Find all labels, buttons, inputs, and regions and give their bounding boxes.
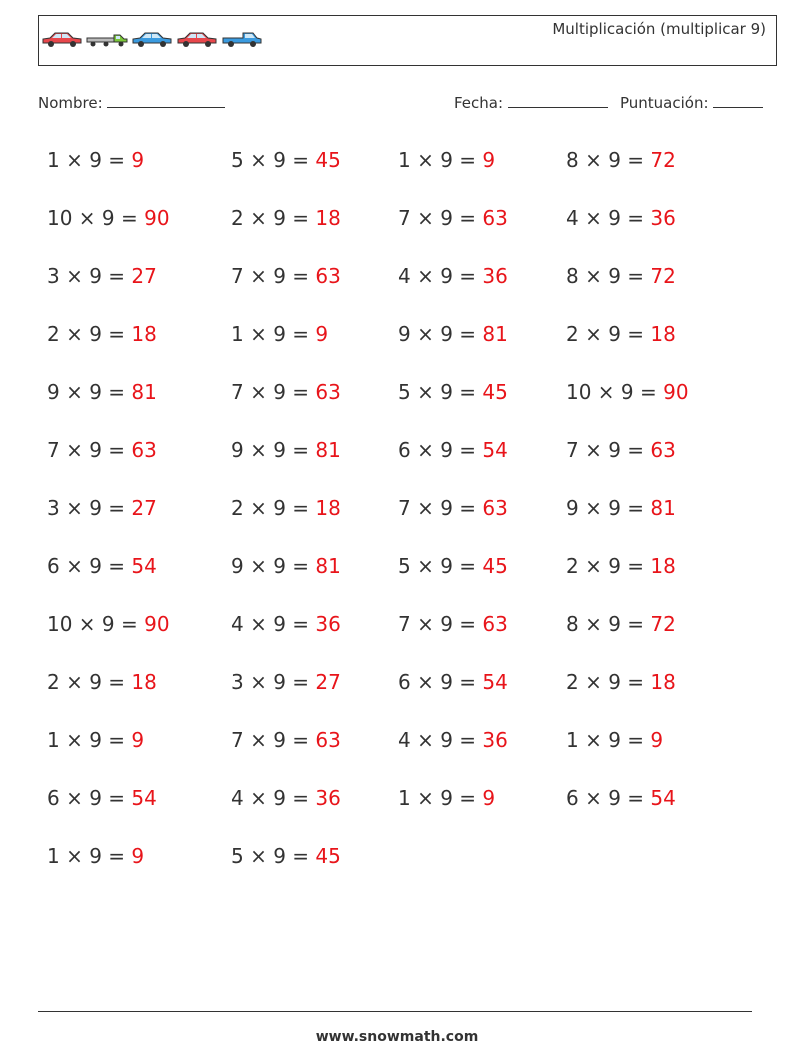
name-label: Nombre:	[38, 94, 103, 112]
problem-item	[231, 258, 398, 316]
tow-truck-icon	[86, 30, 128, 48]
problem-answer: 81	[315, 554, 341, 578]
problem-answer: 36	[482, 264, 508, 288]
problem-question: 2 × 9 =	[47, 670, 132, 694]
worksheet-header	[38, 15, 777, 66]
problem-answer: 54	[650, 786, 676, 810]
problem-question: 1 × 9 =	[231, 322, 316, 346]
problem-grid	[47, 142, 726, 896]
problem-item	[398, 490, 566, 548]
problem-item	[566, 432, 726, 490]
problem-answer: 36	[650, 206, 676, 230]
problem-item	[231, 200, 398, 258]
problem-answer: 18	[650, 670, 676, 694]
name-blank-line[interactable]	[107, 93, 225, 108]
problem-item	[566, 780, 726, 838]
problem-item	[398, 432, 566, 490]
score-blank-line[interactable]	[713, 93, 763, 108]
problem-item	[231, 838, 398, 896]
problem-answer: 72	[650, 264, 676, 288]
blue-pickup-icon	[221, 30, 263, 48]
problem-item	[566, 664, 726, 722]
problem-answer: 45	[315, 844, 341, 868]
problem-item	[566, 316, 726, 374]
problem-question: 5 × 9 =	[231, 148, 316, 172]
problem-answer: 81	[131, 380, 157, 404]
problem-question: 3 × 9 =	[47, 264, 132, 288]
problem-question: 5 × 9 =	[398, 380, 483, 404]
problem-question: 1 × 9 =	[566, 728, 651, 752]
footer-url: www.snowmath.com	[315, 1029, 479, 1045]
problem-answer: 63	[650, 438, 676, 462]
problem-answer: 18	[315, 496, 341, 520]
problem-answer: 63	[482, 496, 508, 520]
problem-question: 2 × 9 =	[231, 496, 316, 520]
problem-answer: 54	[482, 670, 508, 694]
problem-answer: 54	[131, 786, 157, 810]
problem-item	[47, 780, 231, 838]
problem-item	[47, 548, 231, 606]
problem-question: 4 × 9 =	[566, 206, 651, 230]
problem-item	[47, 142, 231, 200]
problem-question: 10 × 9 =	[47, 206, 145, 230]
score-label: Puntuación:	[620, 94, 709, 112]
problem-item	[398, 548, 566, 606]
problem-answer: 63	[315, 264, 341, 288]
problem-item	[231, 548, 398, 606]
problem-item	[566, 548, 726, 606]
name-field[interactable]	[38, 93, 225, 112]
problem-question: 7 × 9 =	[398, 206, 483, 230]
problem-item	[231, 374, 398, 432]
problem-item	[231, 606, 398, 664]
problem-item	[398, 722, 566, 780]
problem-question: 1 × 9 =	[398, 148, 483, 172]
problem-item	[47, 722, 231, 780]
problem-answer: 9	[131, 728, 145, 752]
problem-item	[398, 142, 566, 200]
problem-item	[231, 142, 398, 200]
problem-answer: 81	[650, 496, 676, 520]
problem-item	[47, 490, 231, 548]
problem-question: 4 × 9 =	[231, 786, 316, 810]
problem-item	[231, 490, 398, 548]
problem-question: 7 × 9 =	[566, 438, 651, 462]
problem-answer: 9	[131, 844, 145, 868]
problem-answer: 27	[131, 496, 157, 520]
problem-item	[398, 200, 566, 258]
problem-item	[566, 722, 726, 780]
problem-item	[398, 374, 566, 432]
problem-question: 8 × 9 =	[566, 148, 651, 172]
problem-question: 1 × 9 =	[47, 844, 132, 868]
problem-question: 9 × 9 =	[231, 438, 316, 462]
problem-question: 3 × 9 =	[231, 670, 316, 694]
problem-question: 1 × 9 =	[398, 786, 483, 810]
date-label: Fecha:	[454, 94, 504, 112]
blue-car-icon	[131, 30, 173, 48]
problem-answer: 63	[482, 206, 508, 230]
problem-answer: 36	[315, 612, 341, 636]
problem-answer: 18	[131, 322, 157, 346]
problem-item	[566, 490, 726, 548]
problem-item	[398, 664, 566, 722]
problem-question: 10 × 9 =	[47, 612, 145, 636]
date-blank-line[interactable]	[508, 93, 608, 108]
problem-question: 4 × 9 =	[398, 728, 483, 752]
problem-item	[566, 374, 726, 432]
problem-question: 2 × 9 =	[47, 322, 132, 346]
problem-question: 2 × 9 =	[566, 670, 651, 694]
problem-answer: 45	[482, 380, 508, 404]
problem-item	[47, 374, 231, 432]
problem-question: 1 × 9 =	[47, 728, 132, 752]
problem-question: 2 × 9 =	[566, 554, 651, 578]
problem-item	[398, 316, 566, 374]
problem-answer: 18	[315, 206, 341, 230]
problem-item	[231, 316, 398, 374]
problem-answer: 27	[131, 264, 157, 288]
problem-question: 7 × 9 =	[231, 728, 316, 752]
red-car-icon	[41, 30, 83, 48]
worksheet-title: Multiplicación (multiplicar 9)	[552, 20, 766, 38]
problem-answer: 9	[315, 322, 329, 346]
problem-answer: 63	[482, 612, 508, 636]
problem-question: 9 × 9 =	[231, 554, 316, 578]
problem-item	[47, 432, 231, 490]
problem-answer: 54	[482, 438, 508, 462]
problem-answer: 72	[650, 612, 676, 636]
problem-question: 2 × 9 =	[566, 322, 651, 346]
problem-item	[231, 664, 398, 722]
problem-question: 6 × 9 =	[47, 554, 132, 578]
problem-answer: 18	[650, 554, 676, 578]
problem-item	[566, 606, 726, 664]
score-field[interactable]	[620, 93, 763, 112]
problem-question: 6 × 9 =	[47, 786, 132, 810]
problem-answer: 72	[650, 148, 676, 172]
problem-question: 9 × 9 =	[398, 322, 483, 346]
problem-answer: 45	[482, 554, 508, 578]
problem-question: 10 × 9 =	[566, 380, 664, 404]
problem-question: 8 × 9 =	[566, 612, 651, 636]
problem-question: 6 × 9 =	[398, 438, 483, 462]
problem-answer: 81	[482, 322, 508, 346]
problem-answer: 90	[144, 206, 170, 230]
problem-item	[47, 606, 231, 664]
problem-item	[566, 142, 726, 200]
problem-item	[47, 838, 231, 896]
problem-answer: 90	[144, 612, 170, 636]
problem-item	[398, 780, 566, 838]
problem-item	[566, 258, 726, 316]
problem-answer: 63	[131, 438, 157, 462]
problem-question: 6 × 9 =	[566, 786, 651, 810]
red-car-icon	[176, 30, 218, 48]
problem-item	[231, 780, 398, 838]
problem-question: 1 × 9 =	[47, 148, 132, 172]
problem-answer: 63	[315, 728, 341, 752]
problem-item	[398, 258, 566, 316]
problem-answer: 9	[482, 148, 496, 172]
problem-item	[47, 200, 231, 258]
problem-answer: 81	[315, 438, 341, 462]
problem-answer: 27	[315, 670, 341, 694]
problem-answer: 18	[650, 322, 676, 346]
problem-question: 8 × 9 =	[566, 264, 651, 288]
problem-item	[47, 258, 231, 316]
problem-item	[47, 664, 231, 722]
problem-question: 7 × 9 =	[231, 264, 316, 288]
problem-item	[398, 606, 566, 664]
problem-answer: 9	[131, 148, 145, 172]
problem-question: 4 × 9 =	[231, 612, 316, 636]
problem-question: 5 × 9 =	[231, 844, 316, 868]
problem-answer: 9	[650, 728, 664, 752]
problem-answer: 9	[482, 786, 496, 810]
problem-item	[566, 200, 726, 258]
problem-question: 2 × 9 =	[231, 206, 316, 230]
problem-question: 7 × 9 =	[231, 380, 316, 404]
problem-question: 4 × 9 =	[398, 264, 483, 288]
problem-item	[47, 316, 231, 374]
footer-divider	[38, 1011, 752, 1012]
date-field[interactable]	[454, 93, 608, 112]
problem-question: 7 × 9 =	[398, 496, 483, 520]
problem-question: 5 × 9 =	[398, 554, 483, 578]
problem-item	[231, 432, 398, 490]
problem-item	[231, 722, 398, 780]
problem-question: 7 × 9 =	[47, 438, 132, 462]
problem-question: 7 × 9 =	[398, 612, 483, 636]
problem-question: 3 × 9 =	[47, 496, 132, 520]
problem-answer: 54	[131, 554, 157, 578]
problem-answer: 18	[131, 670, 157, 694]
problem-answer: 45	[315, 148, 341, 172]
problem-question: 9 × 9 =	[47, 380, 132, 404]
problem-answer: 90	[663, 380, 689, 404]
problem-answer: 63	[315, 380, 341, 404]
problem-question: 9 × 9 =	[566, 496, 651, 520]
problem-answer: 36	[482, 728, 508, 752]
problem-answer: 36	[315, 786, 341, 810]
car-icons	[41, 30, 263, 48]
problem-question: 6 × 9 =	[398, 670, 483, 694]
